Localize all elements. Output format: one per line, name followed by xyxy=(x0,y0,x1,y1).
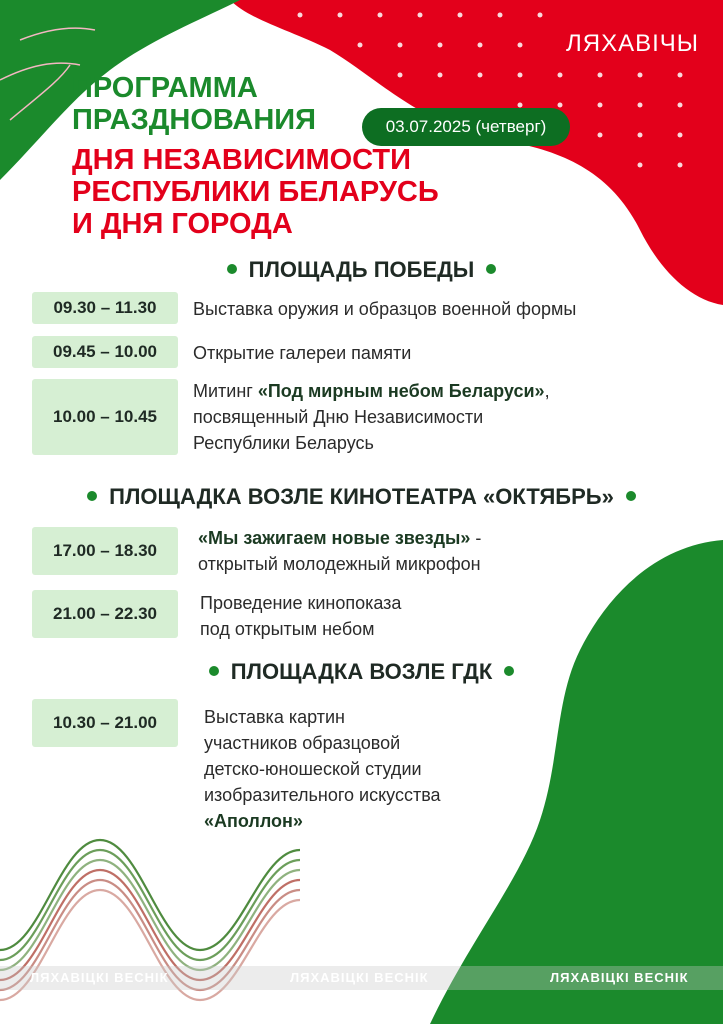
section-title: ПЛОЩАДКА ВОЗЛЕ КИНОТЕАТРА «ОКТЯБРЬ» xyxy=(0,482,723,512)
bullet-icon xyxy=(486,264,496,274)
event-time: 09.30 – 11.30 xyxy=(32,292,178,324)
event-description: Митинг «Под мирным небом Беларуси», посвященный Дню Независимости Республики Беларусь xyxy=(193,381,550,453)
event-description: «Мы зажигаем новые звезды» - открытый молодежный микрофон xyxy=(198,528,482,574)
section-title: ПЛОЩАДКА ВОЗЛЕ ГДК xyxy=(0,657,723,687)
event-time: 10.30 – 21.00 xyxy=(32,699,178,747)
bullet-icon xyxy=(504,666,514,676)
event-description: Выставка оружия и образцов военной формы xyxy=(193,299,577,319)
section-title: ПЛОЩАДЬ ПОБЕДЫ xyxy=(0,255,723,285)
bullet-icon xyxy=(227,264,237,274)
event-time: 17.00 – 18.30 xyxy=(32,527,178,575)
bullet-icon xyxy=(87,491,97,501)
event-time: 10.00 – 10.45 xyxy=(32,379,178,455)
title-green: ПРОГРАММА ПРАЗДНОВАНИЯ xyxy=(72,72,316,136)
event-description: Выставка картин участников образцовой детско-юношеской студии изобразительного искусства «Аполлон» xyxy=(204,707,441,831)
event-time: 21.00 – 22.30 xyxy=(32,590,178,638)
footer-watermark: ЛЯХАВІЦКІ ВЕСНІК xyxy=(550,970,689,985)
date-badge: 03.07.2025 (четверг) xyxy=(362,108,570,146)
bullet-icon xyxy=(209,666,219,676)
footer-watermark: ЛЯХАВІЦКІ ВЕСНІК xyxy=(30,970,169,985)
bullet-icon xyxy=(626,491,636,501)
event-description: Проведение кинопоказа под открытым небом xyxy=(200,593,402,639)
event-description: Открытие галереи памяти xyxy=(193,343,412,363)
event-time: 09.45 – 10.00 xyxy=(32,336,178,368)
footer-watermark: ЛЯХАВІЦКІ ВЕСНІК xyxy=(290,970,429,985)
brand-label: ЛЯХАВІЧЫ xyxy=(565,30,699,57)
title-red: ДНЯ НЕЗАВИСИМОСТИ РЕСПУБЛИКИ БЕЛАРУСЬ И ДНЯ ГОРОДА xyxy=(72,144,439,240)
